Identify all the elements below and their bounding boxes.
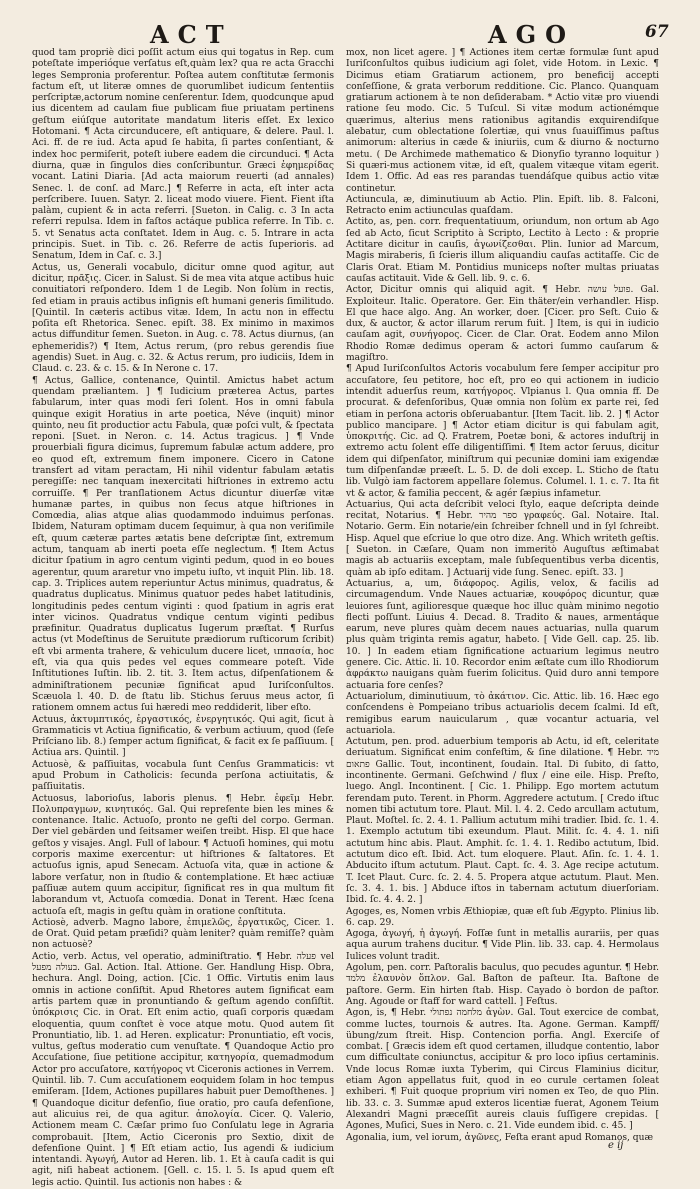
entry-actio-cont: mox, non licet agere. ] ¶ Actiones item certæ formulæ ſunt apud Iuriſconſultos quibus iudicium agi ſolet, vide Hotom. in Lexic. ¶ Dicimus etiam Gratiarum actionem, pro beneficij accepti conſeſſione, & grata verborum redditione. Cic. Planco. Quanquam gratiarum actionem à te non deſiderabam. * Actio vitæ pro viuendi ratione ſeu modo. Cic. 5 Tuſcul. Si vitæ modum actionémque quærimus, alterius mens rationibus agitandis exquirendiſque alebatur, cum oblectatione ſolertiæ, qui vnus ſuauiſſimus paſtus animorum: alterius in cæde & iniuriis, cum & diurno & nocturno metu. ( De Archimede mathematico & Dionyſio tyranno loquitur ) Si quæri-mus actionem vitæ, id eſt, qualem vitæque vitam egerit. Idem 1. Offic. Ad eas res parandas tuendáſque quibus actio vitæ continetur. (346, 48, 659, 194)
header-left-title: ACT (150, 20, 233, 49)
entry-agonalia: Agonalia, ium, vel iorum, ἀγῶνες, Feſta erant apud Romanos, quæ (346, 1132, 654, 1143)
header-right-title: AGO (488, 20, 576, 49)
entry-actutum: Actutum, pen. prod. aduerbium temporis ab Actu, id eſt, celeritate deriuatum. Significat enim confeſtim, & ſine dilatione. ¶ Hebr. מיד פתאום Gallic. Tout, incontinent, ſoudain. Ital. Di ſubito, di ſatto, incontinente. Germani. Geſchwind / flux / eine eile. Hisp. Preſto, luego. Angl. Incontinent. [ Cic. 1. Philipp. Ego mortem actutum ferendam puto. Terent. in Phorm. Aggredere actutum. [ Credo iſtuc nomen tibi actutum tore. Plaut. Mil. l. 4. 2. Cedo arcullam actutum, Plaut. Moſtel. ſc. 2. 4. 1. Pallium actutum mihi tradier. Ibid. ſc. 1. 4. 1. Exemplo actutum tibi exeundum. Plaut. Milit. ſc. 4. 4. 1. niſi actutum hinc abis. Plaut. Amphit. ſc. 1. 4. 1. Redibo actutum, Ibid. actutum dico eſt. Ibid. Act. tum eloquere. Plaut. Aſin. ſc. 1. 4. 1. Abducito iſtum actutum. Plaut. Capt. ſc. 4. 3. Age recipe actutum. T. Icet Plaut. Curc. ſc. 2. 4. 5. Propera atque actutum. Plaut. Men. ſc. 3. 4. 1. bis. ] Abduce iſtos in tabernam actutum diuerſoriam. Ibid. ſc. 4. 4. 2. ] (346, 737, 659, 906)
page-number: 67 (645, 22, 669, 42)
left-column (32, 48, 334, 1188)
entry-actor: Actor, Dicitur omnis qui aliquid agit. ¶ Hebr. פועל עושה. Gal. Exploiteur. Italic. Operatore. Ger. Ein thäter/ein verhandler. Hisp. El que hace algo. Ang. An worker, doer. [Cicer. pro Seſt. Cuio & dux, & auctor, & actor illarum rerum fuit. ] Item, is qui in iudicio cauſam agit, συνήγορος. Cicer. de Clar. Orat. Eodem anno Milon Rhodio Romæ dedimus operam & actori ſummo cauſarum & magiſtro. (346, 285, 659, 364)
entry-actus: Actus, us, Generali vocabulo, dicitur omne quod agitur, aut dicitur, πρᾶξις. Cicer. in Salust. Si de mea vita atque actibus huic conuitiatori reſpondero. Idem 1 de Legib. Non ſolùm in rectis, ſed etiam in prauis actibus inſignis eſt humani generis ſimilitudo. [Quintil. In cæteris actibus vitæ. Idem, In actu non in effectu poſita eſt Rhetorica. Senec. epiſt. 38. Ex minimo in maximos actus diffunditur ſemen. Sueton. in Aug. c. 78. Actus diurnus, (an ephemeridis?) ¶ Item, Actus rerum, (pro rebus gerendis ſiue agendis) Suet. in Aug. c. 32. & Actus rerum, pro iudiciis, Idem in Claud. c. 23. & c. 15. & In Nerone c. 17. (32, 262, 334, 375)
entry-agolum: Agolum, pen. corr. Paſtoralis baculus, quo pecudes aguntur. ¶ Hebr. מלמד ἐλαυνὸν ὅπλον. Gal. Baſton de paſteur. Ita. Baſtone de paſtore. Germ. Ein hirten ſtab. Hisp. Cayado ò bordon de paſtor. Ang. Agoude or ſtaff for ward cattell. ] Feſtus. (346, 963, 659, 1007)
entry-actiuncula: Actiuncula, æ, diminutiuum ab Actio. Plin. Epiſt. lib. 8. Falconi, Retracto enim actiunculas quaſdam. (346, 194, 659, 217)
entry-acta: quod tam propriè dici poſſit actum eius qui togatus in Rep. cum poteſtate imperióque verſatus eſt,quàm lex? qua re acta Gracchi leges Sempronia proferentur. Poſtea autem conſtitutæ ſermonis factum eſt, ut literæ omnes de quorumlibet iudicum ſententiis perſcriptæ,actorum nomine cenſerentur. Idem, quodcunque apud ius dicentem ad caulam fiue publicam fiue priuatam pertinens geſtum eiúſque autoritate mandatum literis eſſet. Ex lexico Hotomani. ¶ Acta circunducere, eſt antiquare, & delere. Paul. l. Aci. ff. de re iud. Acta apud ſe habita, ſi partes conſentiant, & index hoc permiſerit, poteſt iubere eadem die circunduci. ¶ Acta diurna, quæ in ſingulos dies conſcribuntur. Græci ἐφημερίδας vocant. Latini Diaria. [Ad acta maiorum reuerti (ad annales) Senec. l. de conſ. ad Marc.] ¶ Referre in acta, eſt inter acta perſcribere. Iuuen. Satyr. 2. liceat modo viuere. Fient. Fient iſta palàm, cupient & in acta referri. [Sueton. in Calig. c. 3 In acta referri repulsa. Idem in faſtos actáque publica referre. In Tib. c. 5. vt Senatus acta conſtatet. Idem in Aug. c. 5. Intrare in acta principis. Suet. in Tib. c. 26. Referre de actis ſuperioris. ad Senatum, Idem in Caſ. c. 3.] (32, 48, 334, 262)
entry-agon: Agon, is, ¶ Hebr. מלחמה נפתולי ἀγὼν. Gal. Tout exercice de combat, comme luctes, tournois & autres. Ita. Agone. German. Kampff/übung/zum ſtreit. Hisp. Contencion porfia. Angl. Exerciſe of combat. [ Græcis idem eſt quod certamen, illudque contentio, labor cum difficultate coniunctus, accipitur & pro loco ipſius certaminis. Vnde locus Romæ iuxta Tyberim, qui Circus Flaminius dicitur, etiam Agon appellatus fuit, quod in eo curule certamen ſoleat exhiberi. ¶ Fuit quoque proprium viri nomen ex Teo, de quo Plin. lib. 33. c. 3. Summæ apud exteros licentiæ fuerat, Agonem Teium Alexandri Magni præceſſit aureis clauis ſuſſigere crepidas. [ Agones, Muſici, Sues in Nero. c. 21. Vide eundem ibid. c. 45. ] (346, 1008, 659, 1132)
entry-actuose: Actiosè, adverb. Magno labore, ἐπιμελῶς, ἐργατικῶς, Cicer. 1. de Orat. Quid petam præſidi? quàm leniter? quàm remiſſe? quàm non actuosè? (32, 917, 334, 951)
signature-mark: e ij (608, 1140, 624, 1151)
entry-actuarius: Actuarius, Qui acta deſcribit veloci ſtylo, eaque deſcripta deinde recitat, Notarius. ¶ Hebr. ספר מהיר γραφεύς. Gal. Notaire. Ital. Notario. Germ. Ein notarie/ein ſchreiber ſchnell und in ſyl ſchreibt. Hisp. Aquel que eſcriue lo que otro dize. Ang. Which writeth geſtis. [ Sueton. in Cæſare, Quam non immeritò Auguſtus æſtimabat magis ab actuariis exceptam, male ſubſequentibus verba dicentis, quàm ab ipſo editam. ] Actuarij vide ſung. Senec. epiſt. 33. ] (346, 499, 659, 578)
entry-agoges: Agoges, es, Nomen vrbis Æthiopiæ, quæ eſt ſub Ægypto. Plinius lib. 6. cap. 29. (346, 906, 659, 928)
right-column (346, 48, 659, 1146)
entry-actuosus: Actuosus, laborioſus, laboris plenus. ¶ Hebr. ἐφεῖμ Hebr. Πολυπραγμων, κινητικός. Gal. Qui repreſente bien les mines & contenance. Italic. Actuoſo, pronto ne geſti del corpo. German. Der viel gebärden und ſeitsamer weiſen treibt. Hisp. El que hace geſtos y visajes. Angl. Full of labour. ¶ Actuoſi homines, qui motu corporis maxime exercentur: ut hiſtriones & ſaltatores. Et actuoſus ignis, apud Senecam. Actuoſa vita, quæ in actione & labore verſatur, non in ſtudio & contemplatione. Et hæc actiuæ paſſiuæ autem quum accipitur, ſignificat res in qua multum fit laborandum vt, Actuoſa comœdia. Donat in Terent. Hæc ſcena actuoſa eſt, magis in geſtu quàm in oratione conſtituta. (32, 793, 334, 917)
entry-actiuus: Actuus, ἀκτυμπτικός, ἐργαστικός, ἐνεργητικός. Qui agit, ſicut à Grammaticis vt Actiua ſignificatio, & verbum actiuum, quod (ſeſe Priſciano lib. 8.) ſemper actum ſignificat, & facit ex ſe paſſiuum. [ Actiua ars. Quintil. ] (32, 714, 334, 759)
entry-actuarius-adj: Actuarius, a, um, διάφορος. Agilis, velox, & facilis ad circumagendum. Vnde Naues actuariæ, κουφόρος dicuntur, quæ leuiores ſunt, agilioresque quæque hoc illuc quàm minimo negotio flecti poſſunt. Liuius 4. Decad. 8. Tradito & naues, armentáque earum, neve plures quàm decem naues actuarias, nulla quarum plus quàm triginta remis agatur, habeto. [ Vide Gell. cap. 25. lib. 10. ] In eadem etiam ſignificatione actuarium legimus neutro genere. Cic. Attic. li. 10. Recordor enim æſtate cum illo Rhodiorum ἀφράκτω nauigans quàm fuerim ſolicitus. Quid duro anni tempore actuaria fore cenſes? (346, 578, 659, 691)
entry-agoga: Agoga, ἀγωγή, ἡ ἀγωγή. Foſſæ ſunt in metallis aurariis, per quas aqua aurum trahens ducitur. ¶ Vide Plin. lib. 33. cap. 4. Hermolaus Iulices volunt tradit. (346, 929, 659, 962)
entry-actor-iuris: ¶ Apud Iuriſconſultos Actoris vocabulum fere ſemper accipitur pro accuſatore, ſeu petitore, hoc eſt, pro eo qui actionem in iudicio intendit aduerſus reum, κατήγορος. Vlpianus l. Qua omnia ff. De procurat. & defenſoribus, Quæ omnia non ſolùm ex parte rei, ſed etiam in perſona actoris obſeruabantur. [Item Tacit. lib. 2. ] ¶ Actor publico mancipare. ] ¶ Actor etiam dicitur is qui fabulam agit, ὑποκριτής. Cic. ad Q. Fratrem, Poetæ boni, & actores induſtrij in extremo actu ſolent eſſe diligentiſſimi. ¶ Item actor ſeruus, dicitur idem qui diſpenſator, miniſtrum qui pecuniæ domini iam exigendæ tum diſpenſandæ præeſt. L. 5. D. de doli excep. L. Sticho de ſtatu lib. Vulgò iam factorem appellare ſolemus. Columel. l. 1. c. 7. Ita fit vt & actor, & familia peccent, & agér ſæpius infametur. (346, 364, 659, 499)
entry-actito: Actito, as, pen. corr. frequentatiuum, oriundum, non ortum ab Ago ſed ab Acto, ſicut Scriptito à Scripto, Lectito à Lecto : & proprie Actitare dicitur in cauſis, ἀγωνίζεσθαι. Plin. Iunior ad Marcum, Magis miraberis, ſi ſcieris illum aliquandiu cauſas actitaſſe. Cic de Claris Orat. Etiam M. Pontidius municeps noſter multas priuatas cauſas actitauit. Vide & Gell. lib. 9. c. 6. (346, 217, 659, 284)
entry-actio: Actio, verb. Actus, vel operatio, adminiſtratio. ¶ Hebr. פעלה vel בעולה מפעל. Gal. Action. Ital. Attione. Ger. Handlung Hisp. Obra, hechura. Angl. Doing, action. [Cic. 1 Offic. Virtutis enim laus omnis in actione conſiſtit. Apud Rhetores autem ſignificat eam artis partem quæ in pronuntiando & geſtum agendo conſiſtit. ὑπόκρισις Cic. in Orat. Eſt enim actio, quaſi corporis quædam eloquentia, quum conſtet è voce atque motu. Quod autem ſit Pronuntiatio, lib. 1. ad Heren. explicatur: Pronuntiatio, eſt vocis, vultus, geſtus moderatio cum venuſtate. ¶ Quandoque Actio pro Accuſatione, ſiue petitione accipitur, κατηγορία, quemadmodum Actor pro accuſatore, κατήγορος vt Ciceronis actiones in Verrem. Quintil. lib. 7. Cum accuſationem eoquidem ſolam in hoc tempus emiſeram. [Idem, Actiones pupillares habuit puer Demoſthenes. ] ¶ Quandoque dicitur defenſio, ſiue oratio, pro cauſa defenſione, aut alicuius rei, de qua agitur. ἀπολογία. Cicer. Q. Valerio, Actionem meam C. Cæſar primo ſuo Conſulatu lege in Agraria comprobauit. [Item, Actio Ciceronis pro Sextio, dixit de defenſione Quint. ] ¶ Eſt etiam actio, Ius agendi & iudicium intentandi. Ἀγωγή, Autor ad Heren. lib. 1. Et à cauſa cadit is qui agit, niſi habeat actionem. [Gell. c. 15. l. 5. Is apud quem eſt legis actio. Quintil. Ius actionis non habes : & (32, 951, 334, 1188)
entry-actiuitas: Actuosè, & paſſiuitas, vocabula ſunt Cenſus Grammaticis: vt apud Probum in Catholicis: ſecunda perſona actiuitatis, & paſſiuitatis. (32, 759, 334, 793)
entry-actuariolum: Actuariolum, diminutiuum, τὸ ἀκάτιον. Cic. Attic. lib. 16. Hæc ego conſcendens è Pompeiano tribus actuariolis decem ſcalmi. Id eſt, remigibus earum nauicularum , quæ vocantur actuaria, vel actuariola. (346, 691, 659, 736)
running-header (0, 12, 700, 52)
entry-actus-fabula: ¶ Actus, Gallice, contenance, Quintil. Amictus habet actum quendam præliantem. ] ¶ Iudicium præterea Actus, partes fabularum, inter quas modi ſeri ſolent. Hos in omni fabula quinque exigit Horatius in arte poetica, Néve (inquit) minor quinto, neu ſit productior actu Fabula, quæ poſci vult, & ſpectata reponi. [Suet. in Neron. c. 14. Actus tragicus. ] ¶ Vnde prouerbiali figura dicimus, ſupremum fabulæ actum addere, pro eo quod eſt, extremum finem imponere. Cicero in Catone transfert ad vitam peractam, Hi nihil videntur fabulam ætatis peregiſſe: nec tanquam inexercitati hiſtriones in extremo actu corruiſſe. ¶ Per tranſlationem Actus dicuntur diuerſæ vitæ humanæ partes, in quibus non ſecus atque hiſtriones in Comœdia, alias atque alias quodammodo induimus perſonas. Ibidem, Naturam optimam ducem ſequimur, à qua non veriſimile eſt, quum cæteræ partes ætatis bene deſcriptæ ſint, extremum actum, tanquam ab inerti poeta eſſe neglectum. ¶ Item Actus dicitur ſpatium in agro centum viginti pedum, quod in eo boues agerentur, quum araretur vno impetu iuſto, vt inquit Plin. lib. 18. cap. 3. Triplices autem reperiuntur Actus minimus, quadratus, & quadratus duplicatus. Minimus quatuor pedes habet latitudinis, longitudinis pedes centum viginti : quod ſpatium in agris erat inter vicinos. Quadratus vndique centum viginti pedibus præfinitur. Quadratus duplicatus Iugerum præſtat. ¶ Rurſus actus (vt Modeſtinus de Seruitute prædiorum ruſticorum ſcribit) eſt vbi armenta trahere, & vehiculum ducere licet, ιππασία, hoc eſt, via qua quis pedes vel eques commeare poteſt. Vide Inſtitutiones Iuſtin. lib. 2. tit. 3. Item actus, diſpenſationem & adminiſtrationem pecuniæ ſignificat apud Iuriſconſultos. Scæuola l. 40. D. de ſtatu lib. Stichus ſeruus meus actor, ſi rationem omnem actus ſui hæredi meo reddiderit, liber eſto. (32, 375, 334, 714)
